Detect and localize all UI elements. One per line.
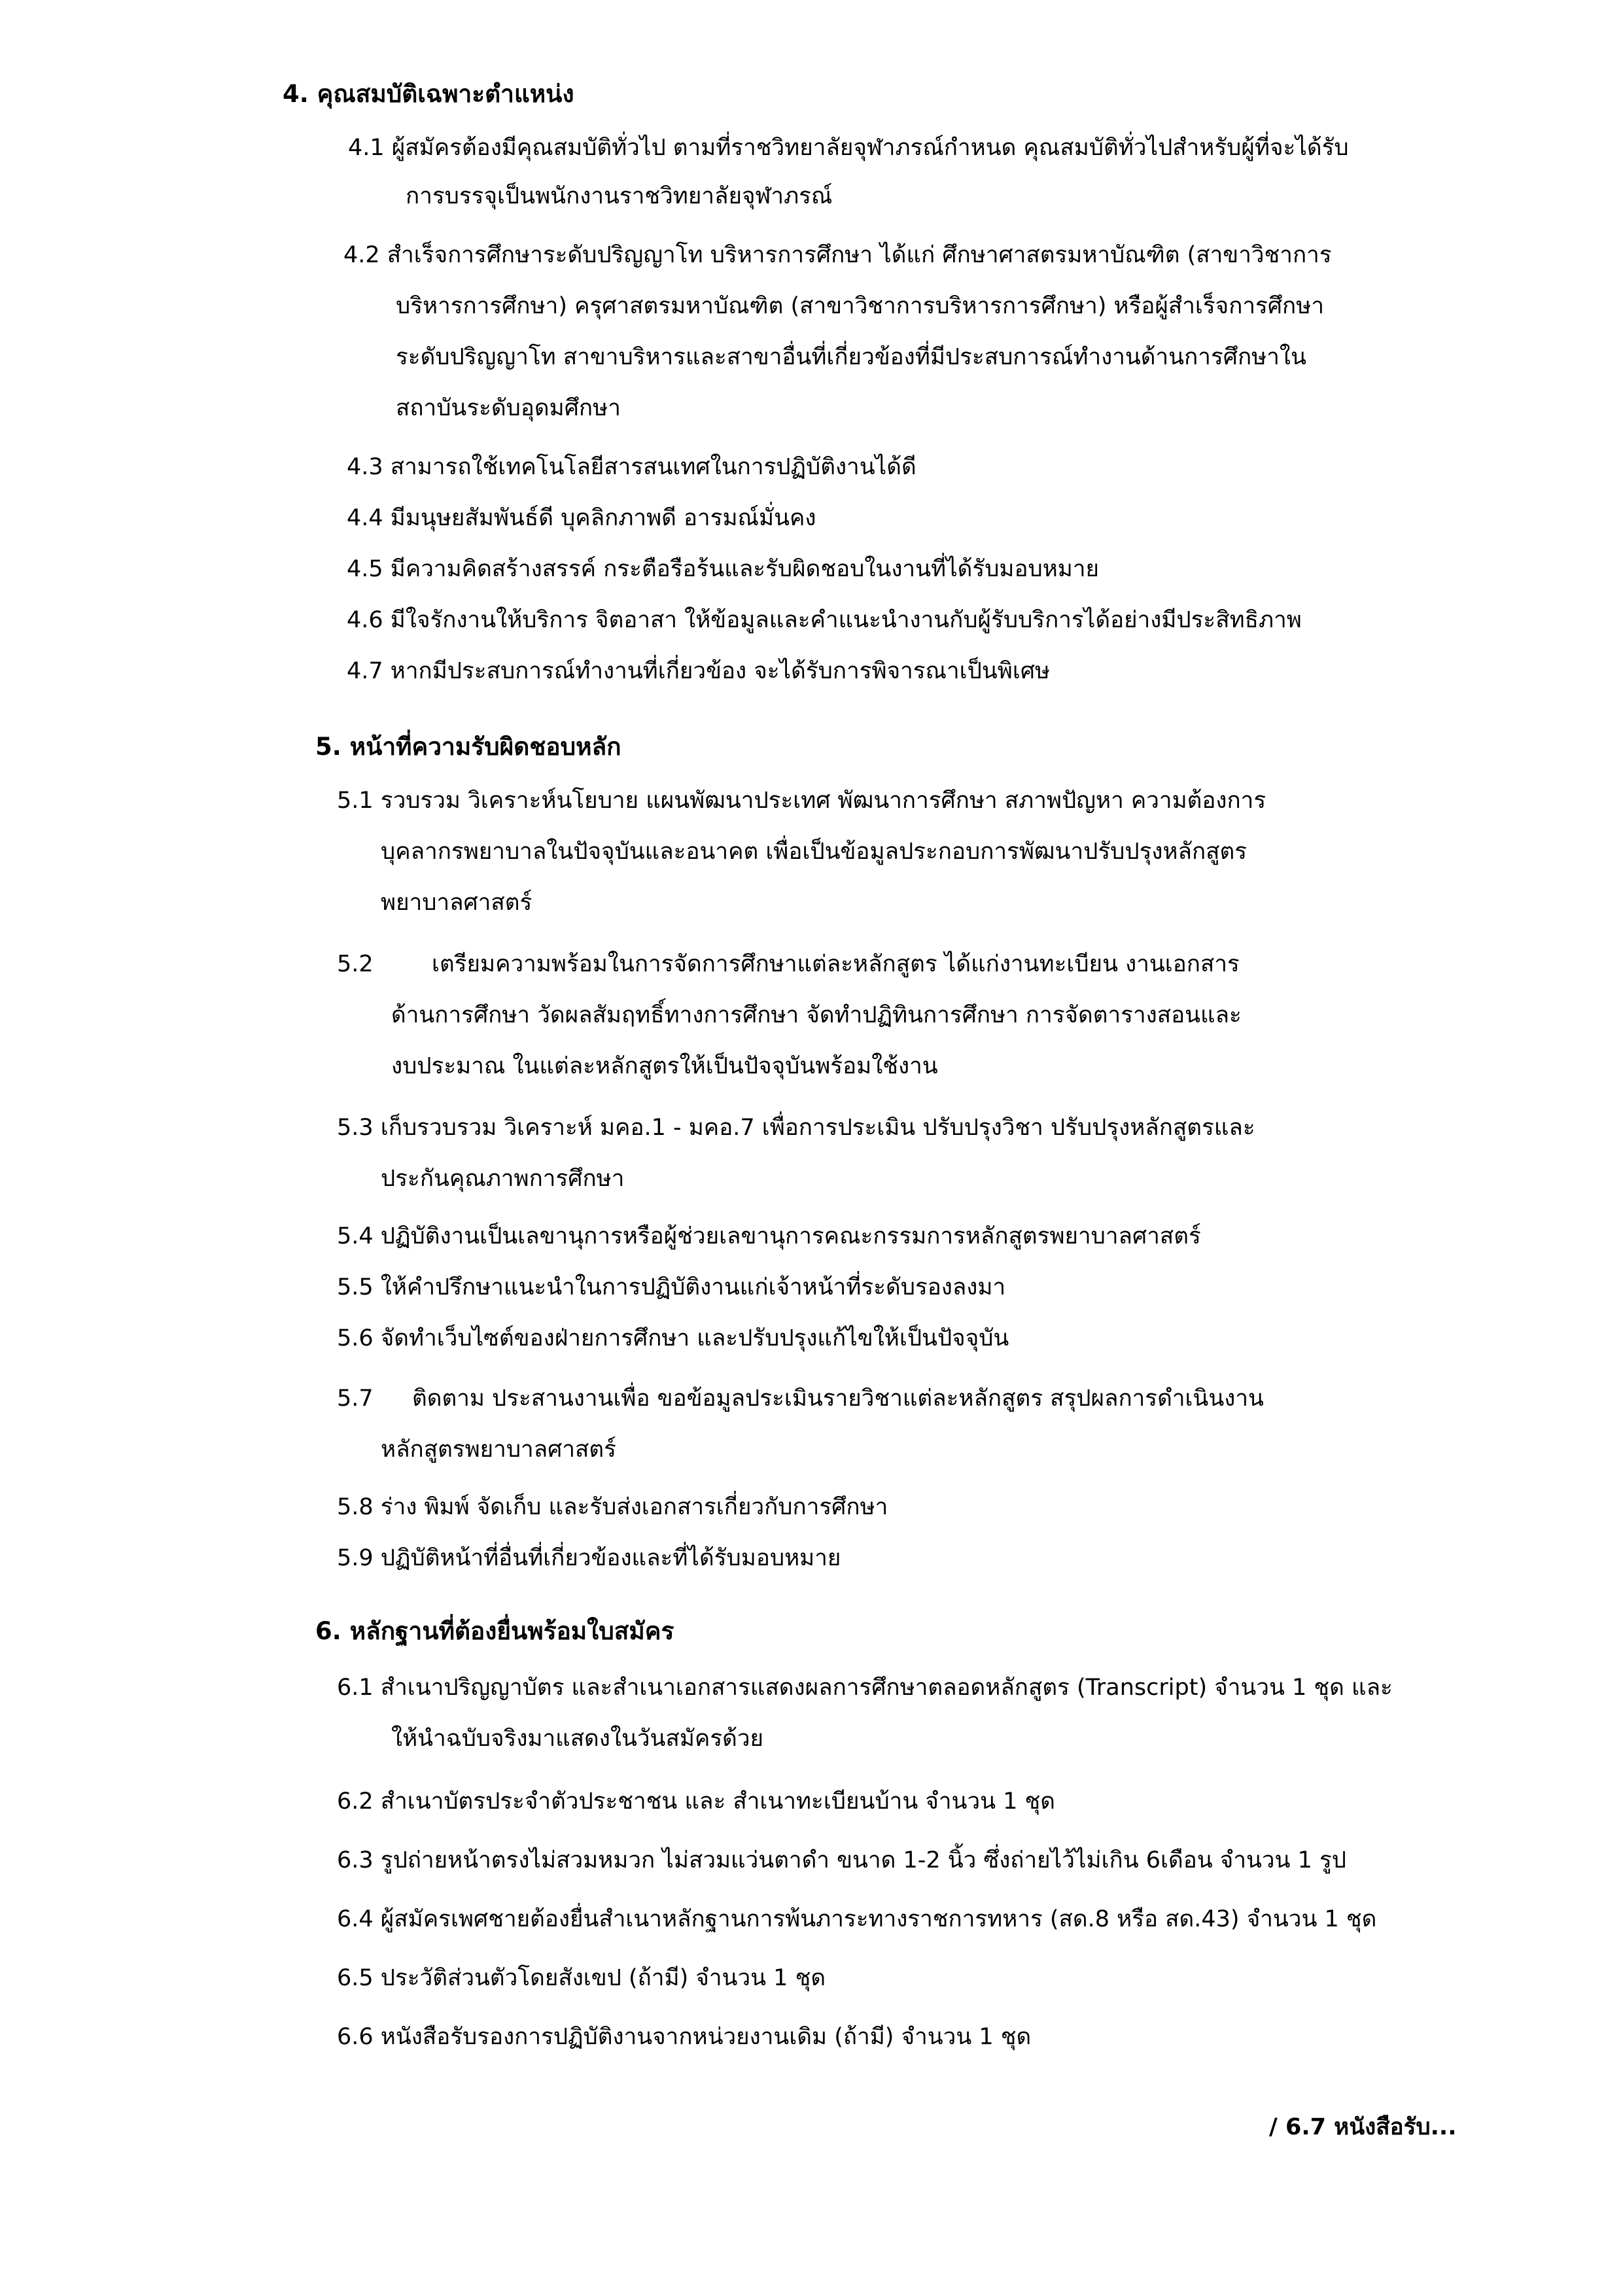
section-5-heading: 5. หน้าที่ความรับผิดชอบหลัก bbox=[315, 733, 621, 761]
item-5-2-line-1: เตรียมความพร้อมในการจัดการศึกษาแต่ละหลักสูตร ได้แก่งานทะเบียน งานเอกสาร bbox=[432, 951, 1240, 977]
item-5-3-line-1: 5.3 เก็บรวบรวม วิเคราะห์ มคอ.1 - มคอ.7 เพื่อการประเมิน ปรับปรุงวิชา ปรับปรุงหลักสูตรและ bbox=[337, 1115, 1255, 1141]
item-4-6: 4.6 มีใจรักงานให้บริการ จิตอาสา ให้ข้อมูลและคำแนะนำงานกับผู้รับบริการได้อย่างมีประสิทธิภาพ bbox=[347, 607, 1302, 633]
item-6-2: 6.2 สำเนาบัตรประจำตัวประชาชน และ สำเนาทะเบียนบ้าน จำนวน 1 ชุด bbox=[337, 1788, 1056, 1815]
item-5-3-line-2: ประกันคุณภาพการศึกษา bbox=[381, 1166, 625, 1192]
item-5-9: 5.9 ปฏิบัติหน้าที่อื่นที่เกี่ยวข้องและที่ได้รับมอบหมาย bbox=[337, 1545, 841, 1571]
item-5-7-line-2: หลักสูตรพยาบาลศาสตร์ bbox=[381, 1436, 616, 1463]
continuation-note: / 6.7 หนังสือรับ... bbox=[1269, 2114, 1457, 2140]
item-5-2-number: 5.2 bbox=[337, 951, 374, 977]
item-4-1-line-1: 4.1 ผู้สมัครต้องมีคุณสมบัติทั่วไป ตามที่ราชวิทยาลัยจุฬาภรณ์กำหนด คุณสมบัติทั่วไปสำหรับผู้ที่จะได้รับ bbox=[348, 135, 1349, 161]
item-6-3: 6.3 รูปถ่ายหน้าตรงไม่สวมหมวก ไม่สวมแว่นตาดำ ขนาด 1-2 นิ้ว ซึ่งถ่ายไว้ไม่เกิน 6เดือน จำนวน 1 รูป bbox=[337, 1847, 1347, 1873]
item-6-1-line-2: ให้นำฉบับจริงมาแสดงในวันสมัครด้วย bbox=[391, 1726, 764, 1752]
item-5-2-line-3: งบประมาณ ในแต่ละหลักสูตรให้เป็นปัจจุบันพร้อมใช้งาน bbox=[391, 1053, 938, 1079]
item-5-1-line-1: 5.1 รวบรวม วิเคราะห์นโยบาย แผนพัฒนาประเทศ พัฒนาการศึกษา สภาพปัญหา ความต้องการ bbox=[337, 788, 1266, 814]
item-6-6: 6.6 หนังสือรับรองการปฏิบัติงานจากหน่วยงานเดิม (ถ้ามี) จำนวน 1 ชุด bbox=[337, 2024, 1032, 2050]
section-4-heading: 4. คุณสมบัติเฉพาะตำแหน่ง bbox=[283, 80, 574, 108]
item-5-1-line-3: พยาบาลศาสตร์ bbox=[381, 890, 532, 916]
item-5-8: 5.8 ร่าง พิมพ์ จัดเก็บ และรับส่งเอกสารเกี่ยวกับการศึกษา bbox=[337, 1494, 888, 1520]
item-4-4: 4.4 มีมนุษยสัมพันธ์ดี บุคลิกภาพดี อารมณ์มั่นคง bbox=[347, 505, 816, 531]
item-5-1-line-2: บุคลากรพยาบาลในปัจจุบันและอนาคต เพื่อเป็นข้อมูลประกอบการพัฒนาปรับปรุงหลักสูตร bbox=[381, 839, 1248, 865]
item-4-2-line-4: สถาบันระดับอุดมศึกษา bbox=[396, 395, 621, 421]
item-4-2-line-3: ระดับปริญญาโท สาขาบริหารและสาขาอื่นที่เกี่ยวข้องที่มีประสบการณ์ทำงานด้านการศึกษาใน bbox=[396, 344, 1306, 370]
item-5-2-line-2: ด้านการศึกษา วัดผลสัมฤทธิ์ทางการศึกษา จัดทำปฏิทินการศึกษา การจัดตารางสอนและ bbox=[391, 1002, 1242, 1028]
item-4-1-line-2: การบรรจุเป็นพนักงานราชวิทยาลัยจุฬาภรณ์ bbox=[406, 183, 833, 209]
item-4-2-line-1: 4.2 สำเร็จการศึกษาระดับปริญญาโท บริหารการศึกษา ได้แก่ ศึกษาศาสตรมหาบัณฑิต (สาขาวิชาการ bbox=[343, 242, 1332, 268]
item-4-3: 4.3 สามารถใช้เทคโนโลยีสารสนเทศในการปฏิบัติงานได้ดี bbox=[347, 454, 916, 480]
item-5-7-number: 5.7 bbox=[337, 1385, 374, 1412]
item-4-7: 4.7 หากมีประสบการณ์ทำงานที่เกี่ยวข้อง จะได้รับการพิจารณาเป็นพิเศษ bbox=[347, 658, 1051, 684]
item-5-6: 5.6 จัดทำเว็บไซต์ของฝ่ายการศึกษา และปรับปรุงแก้ไขให้เป็นปัจจุบัน bbox=[337, 1325, 1009, 1351]
item-5-7-line-1: ติดตาม ประสานงานเพื่อ ขอข้อมูลประเมินรายวิชาแต่ละหลักสูตร สรุปผลการดำเนินงาน bbox=[412, 1385, 1264, 1412]
item-5-5: 5.5 ให้คำปรึกษาแนะนำในการปฏิบัติงานแก่เจ้าหน้าที่ระดับรองลงมา bbox=[337, 1274, 1006, 1300]
item-4-2-line-2: บริหารการศึกษา) ครุศาสตรมหาบัณฑิต (สาขาวิชาการบริหารการศึกษา) หรือผู้สำเร็จการศึกษา bbox=[396, 293, 1324, 319]
item-6-1-line-1: 6.1 สำเนาปริญญาบัตร และสำเนาเอกสารแสดงผลการศึกษาตลอดหลักสูตร (Transcript) จำนวน 1 ชุด และ bbox=[337, 1675, 1393, 1701]
item-6-4: 6.4 ผู้สมัครเพศชายต้องยื่นสำเนาหลักฐานการพ้นภาระทางราชการทหาร (สด.8 หรือ สด.43) จำนวน 1 ชุด bbox=[337, 1906, 1377, 1932]
item-6-5: 6.5 ประวัติส่วนตัวโดยสังเขป (ถ้ามี) จำนวน 1 ชุด bbox=[337, 1965, 826, 1991]
item-4-5: 4.5 มีความคิดสร้างสรรค์ กระตือรือร้นและรับผิดชอบในงานที่ได้รับมอบหมาย bbox=[347, 556, 1100, 582]
section-6-heading: 6. หลักฐานที่ต้องยื่นพร้อมใบสมัคร bbox=[315, 1617, 674, 1645]
item-5-4: 5.4 ปฏิบัติงานเป็นเลขานุการหรือผู้ช่วยเลขานุการคณะกรรมการหลักสูตรพยาบาลศาสตร์ bbox=[337, 1223, 1201, 1249]
